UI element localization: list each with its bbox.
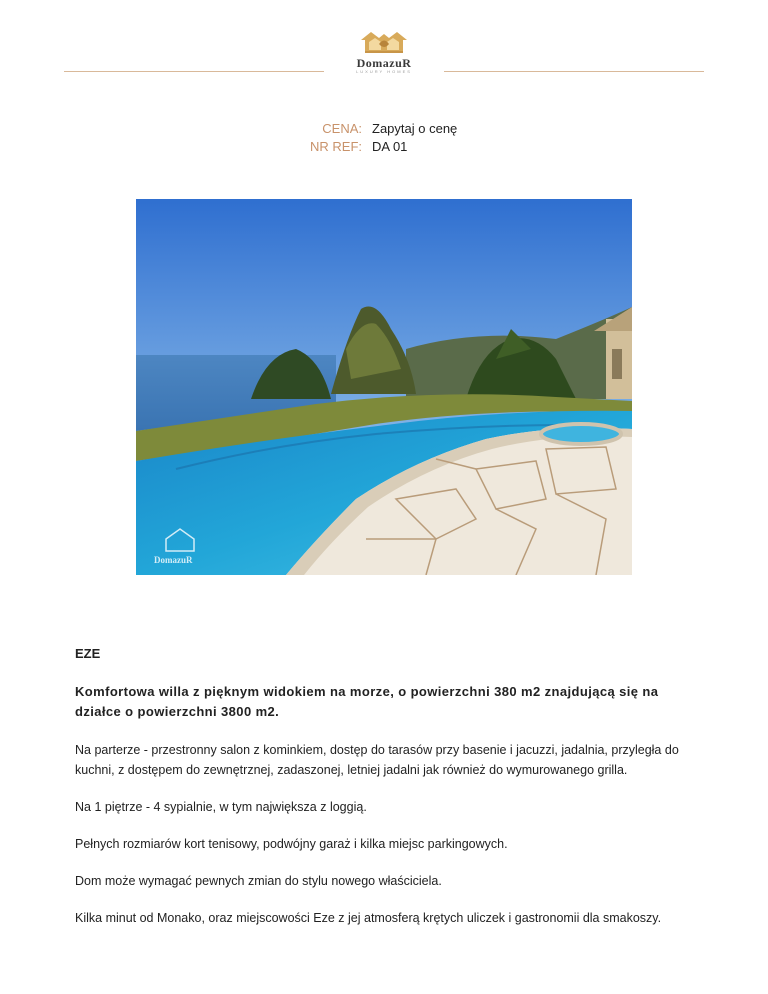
reference-row: [0, 138, 768, 156]
domazur-logo: [340, 28, 428, 84]
location-heading: EZE: [75, 646, 101, 661]
property-photo: [136, 199, 632, 575]
price-value: Zapytaj o cenę: [372, 121, 458, 136]
description-paragraph: Na parterze - przestronny salon z kominkiem, dostęp do tarasów przy basenie i jacuzzi, jadalnia, przyległa do kuchni, z dostępem do zewnętrznej, zadaszonej, letniej jadalni jak również do wymurowanego grilla.: [75, 743, 679, 777]
reference-label: NR REF:: [310, 139, 362, 154]
header-rule-left: [64, 71, 324, 72]
listing-meta: [0, 120, 768, 156]
pool-photo-illustration: [136, 199, 632, 575]
photo-watermark: DomazuR: [154, 555, 193, 565]
description-paragraph: Dom może wymagać pewnych zmian do stylu nowego właściciela.: [75, 874, 442, 888]
page-header: [0, 0, 768, 100]
header-rule-right: [444, 71, 704, 72]
reference-value: DA 01: [372, 139, 408, 154]
description-paragraph: Na 1 piętrze - 4 sypialnie, w tym największa z loggią.: [75, 800, 367, 814]
logo-name: DomazuR: [356, 56, 412, 70]
description-paragraph: Kilka minut od Monako, oraz miejscowości Eze z jej atmosferą krętych uliczek i gastronomii dla smakoszy.: [75, 911, 662, 925]
logo-tagline: LUXURY HOMES: [356, 69, 412, 74]
lead-paragraph: Komfortowa willa z pięknym widokiem na morze, o powierzchni 380 m2 znajdującą się na działce o powierzchni 3800 m2.: [75, 684, 659, 719]
price-row: [0, 120, 768, 138]
price-label: CENA:: [322, 121, 362, 136]
house-crest-icon: [357, 28, 411, 56]
listing-description: [75, 646, 693, 945]
description-paragraph: Pełnych rozmiarów kort tenisowy, podwójny garaż i kilka miejsc parkingowych.: [75, 837, 508, 851]
